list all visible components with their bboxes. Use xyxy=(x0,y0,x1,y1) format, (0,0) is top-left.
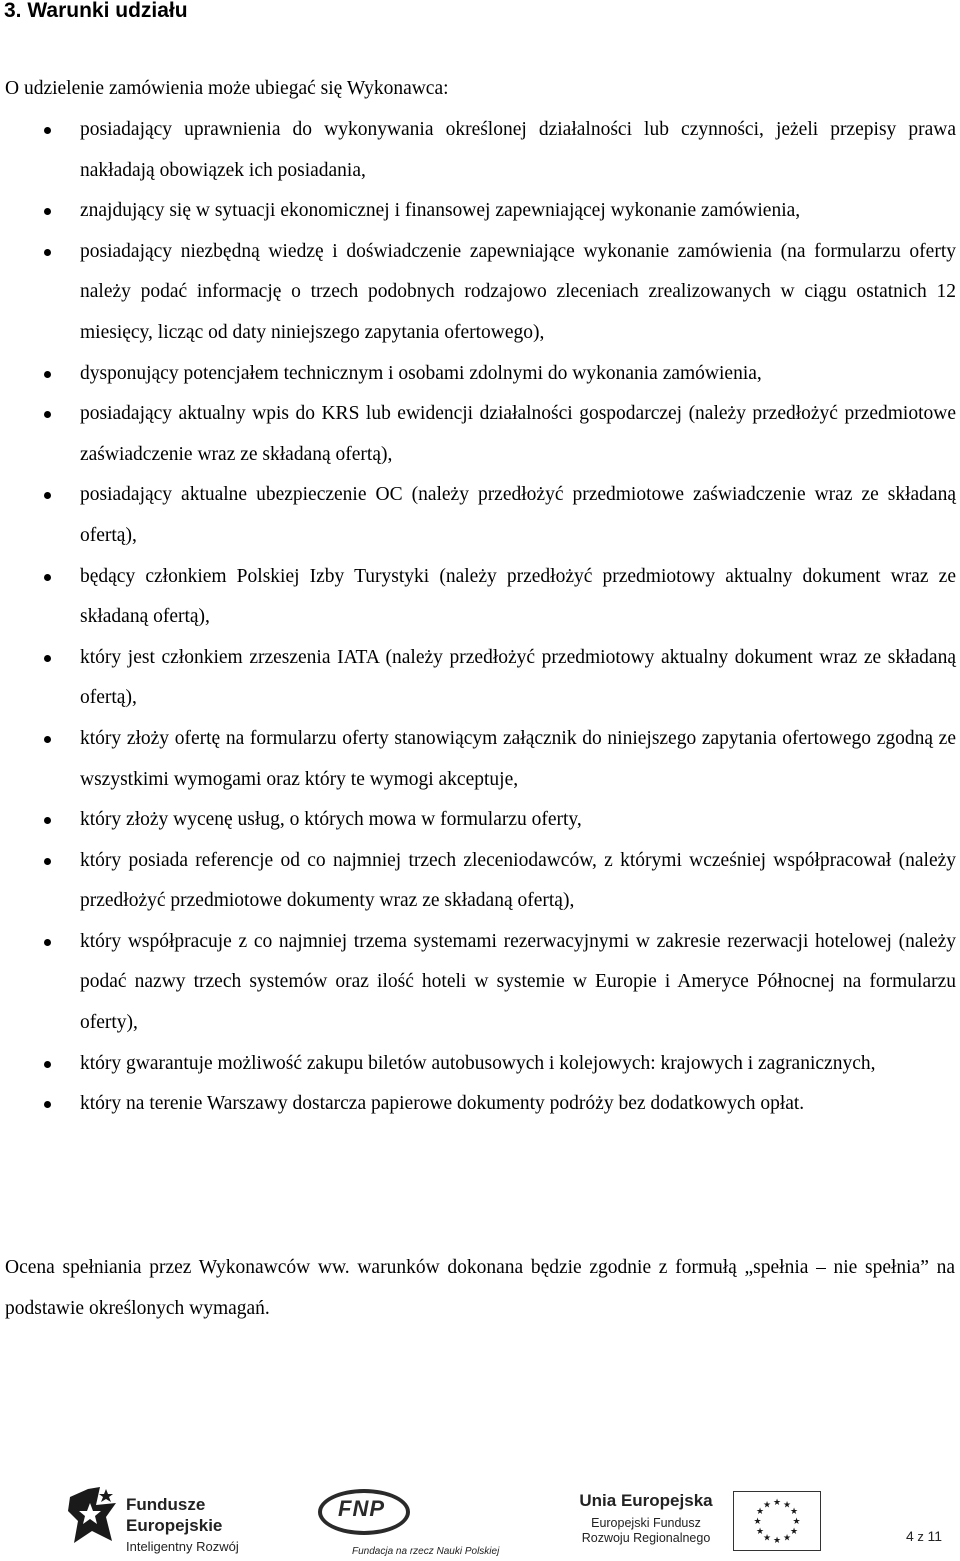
svg-text:★: ★ xyxy=(772,1536,782,1546)
fnp-full-name: Fundacja na rzecz Nauki Polskiej xyxy=(352,1546,500,1557)
page-footer xyxy=(0,1475,960,1561)
list-item xyxy=(0,475,956,556)
bullet-icon xyxy=(44,249,51,256)
bullet-icon xyxy=(44,817,51,824)
list-item xyxy=(0,191,956,232)
svg-text:★: ★ xyxy=(755,1507,765,1517)
bullet-icon xyxy=(44,127,51,134)
bullet-icon xyxy=(44,208,51,215)
fe-line2: Europejskie xyxy=(126,1516,223,1535)
bullet-icon xyxy=(44,492,51,499)
list-item xyxy=(0,800,956,841)
bullet-icon xyxy=(44,1101,51,1108)
svg-text:★: ★ xyxy=(792,1517,801,1527)
list-item-text: będący członkiem Polskiej Izby Turystyki (należy przedłożyć przedmiotowy aktualny dokument wraz ze składaną ofertą), xyxy=(80,565,956,628)
list-item-text: który gwarantuje możliwość zakupu biletów autobusowych i kolejowych: krajowych i zagranicznych, xyxy=(80,1052,876,1074)
bullet-icon xyxy=(44,371,51,378)
list-item xyxy=(0,719,956,800)
eu-stars-icon xyxy=(734,1492,820,1550)
list-item xyxy=(0,841,956,922)
list-item-text: który złoży ofertę na formularzu oferty stanowiącym załącznik do niniejszego zapytania ofertowego zgodną ze wszystkimi wymogami oraz który te wymogi akceptuje, xyxy=(80,727,956,790)
fnp-logo xyxy=(318,1489,518,1559)
list-item xyxy=(0,110,956,191)
bullet-icon xyxy=(44,858,51,865)
section-heading: 3. Warunki udziału xyxy=(4,0,188,22)
bullet-icon xyxy=(44,939,51,946)
list-item-text: posiadający uprawnienia do wykonywania określonej działalności lub czynności, jeżeli przepisy prawa nakładają obowiązek ich posiadania, xyxy=(80,119,956,181)
closing-paragraph: Ocena spełniania przez Wykonawców ww. warunków dokonana będzie zgodnie z formułą „spełnia – nie spełnia” na podstawie określonych wymagań. xyxy=(5,1257,955,1319)
list-item-text: znajdujący się w sytuacji ekonomicznej i finansowej zapewniającej wykonanie zamówienia, xyxy=(80,200,801,222)
eu-logo-text xyxy=(566,1491,726,1546)
svg-text:★: ★ xyxy=(753,1517,762,1527)
eu-flag-icon xyxy=(733,1491,821,1551)
page-current: 4 xyxy=(906,1528,914,1544)
list-item xyxy=(0,394,956,475)
bullet-icon xyxy=(44,655,51,662)
fe-line1: Fundusze xyxy=(126,1495,206,1514)
fe-logo-text xyxy=(126,1494,222,1536)
list-item xyxy=(0,922,956,1044)
list-item xyxy=(0,232,956,354)
svg-text:★: ★ xyxy=(762,1500,772,1511)
list-item-text: który współpracuje z co najmniej trzema systemami rezerwacyjnymi w zakresie rezerwacji hotelowej (należy podać nazwy trzech systemów oraz ilość hoteli w systemie w Europie i Ameryce Północnej na formularzu oferty), xyxy=(80,930,956,1034)
page-separator: z xyxy=(917,1529,924,1544)
svg-text:★: ★ xyxy=(755,1527,765,1537)
list-item-text: który posiada referencje od co najmniej trzech zleceniodawców, z którymi wcześniej współpracował (należy przedłożyć przedmiotowe dokumenty wraz ze składaną ofertą), xyxy=(80,849,956,912)
list-item-text: posiadający aktualne ubezpieczenie OC (należy przedłożyć przedmiotowe zaświadczenie wraz ze składaną ofertą), xyxy=(80,484,956,546)
bullet-icon xyxy=(44,1061,51,1068)
eu-fund-line1: Europejski Fundusz xyxy=(591,1516,701,1530)
fe-star-icon xyxy=(66,1483,122,1547)
intro-paragraph: O udzielenie zamówienia może ubiegać się Wykonawca: xyxy=(5,78,449,99)
conditions-list xyxy=(0,110,956,1125)
svg-text:★: ★ xyxy=(762,1533,772,1544)
svg-text:★: ★ xyxy=(789,1507,799,1517)
svg-text:★: ★ xyxy=(782,1533,792,1544)
svg-text:★: ★ xyxy=(772,1498,782,1508)
list-item-text: posiadający niezbędną wiedzę i doświadczenie zapewniające wykonanie zamówienia (na formularzu oferty należy podać informację o trzech podobnych rodzajowo zleceniach zrealizowanych w ciągu ostatnich 12 miesięcy, licząc od daty niniejszego zapytania ofertowego), xyxy=(80,240,956,343)
list-item-text: który na terenie Warszawy dostarcza papierowe dokumenty podróży bez dodatkowych opłat. xyxy=(80,1093,805,1115)
page-total: 11 xyxy=(927,1528,943,1544)
fnp-mark-text: FNP xyxy=(338,1496,385,1521)
bullet-icon xyxy=(44,574,51,581)
list-item-text: posiadający aktualny wpis do KRS lub ewidencji działalności gospodarczej (należy przedłożyć przedmiotowe zaświadczenie wraz ze składaną ofertą), xyxy=(80,403,956,465)
eu-fund-line2: Rozwoju Regionalnego xyxy=(581,1531,711,1545)
list-item-text: który jest członkiem zrzeszenia IATA (należy przedłożyć przedmiotowy aktualny dokument wraz ze składaną ofertą), xyxy=(80,646,956,709)
list-item-text: dysponujący potencjałem technicznym i osobami zdolnymi do wykonania zamówienia, xyxy=(80,362,762,384)
page-number xyxy=(906,1528,942,1544)
svg-text:★: ★ xyxy=(789,1527,799,1537)
list-item xyxy=(0,354,956,395)
list-item xyxy=(0,1044,956,1085)
svg-text:★: ★ xyxy=(782,1500,792,1511)
bullet-icon xyxy=(44,411,51,418)
eu-title: Unia Europejska xyxy=(579,1491,713,1510)
list-item-text: który złoży wycenę usług, o których mowa w formularzu oferty, xyxy=(80,809,582,831)
fundusze-europejskie-logo xyxy=(66,1483,266,1555)
list-item xyxy=(0,557,956,638)
list-item xyxy=(0,638,956,719)
fe-program-name: Inteligentny Rozwój xyxy=(126,1539,239,1554)
bullet-icon xyxy=(44,736,51,743)
list-item xyxy=(0,1084,956,1125)
